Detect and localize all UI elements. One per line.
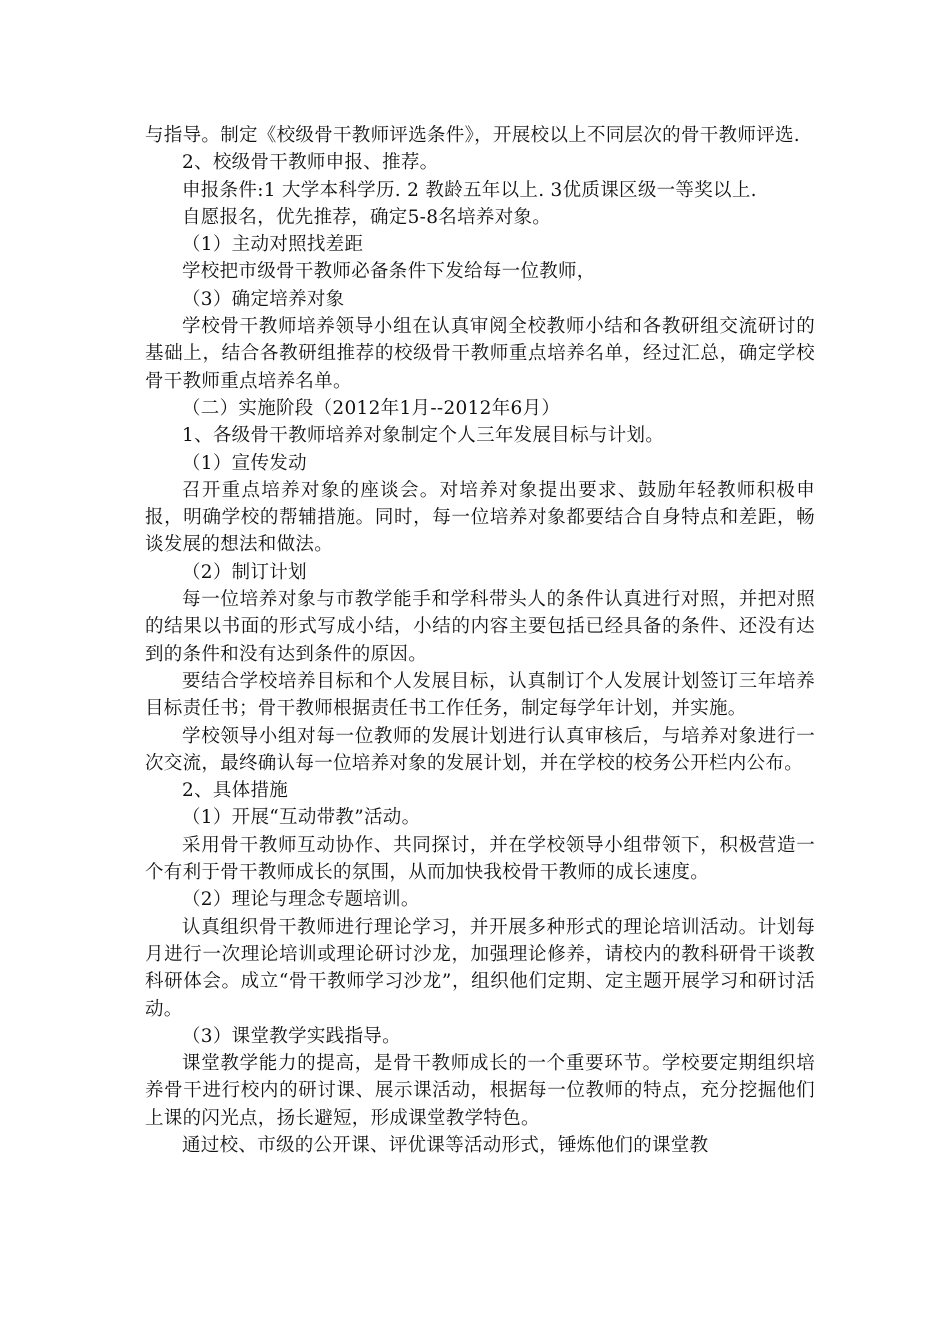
paragraph: （2）制订计划 bbox=[182, 561, 307, 583]
paragraph: 自愿报名，优先推荐，确定5-8名培养对象。 bbox=[182, 206, 552, 228]
paragraph: （1）主动对照找差距 bbox=[182, 234, 364, 256]
paragraph: 2、校级骨干教师申报、推荐。 bbox=[182, 152, 439, 174]
paragraph: 2、具体措施 bbox=[182, 780, 289, 802]
paragraph: （1）开展“互动带教”活动。 bbox=[182, 807, 421, 829]
paragraph: 与指导。制定《校级骨干教师评选条件》，开展校以上不同层次的骨干教师评选. bbox=[145, 125, 800, 146]
paragraph: 每一位培养对象与市教学能手和学科带头人的条件认真进行对照，并把对照的结果以书面的形式写成小结，小结的内容主要包括已经具备的条件、还没有达到的条件和没有达到条件的原因。 bbox=[145, 589, 815, 665]
document-body bbox=[145, 122, 815, 1159]
paragraph: 1、各级骨干教师培养对象制定个人三年发展目标与计划。 bbox=[182, 425, 665, 447]
paragraph: 学校领导小组对每一位教师的发展计划进行认真审核后，与培养对象进行一次交流，最终确认每一位培养对象的发展计划，并在学校的校务公开栏内公布。 bbox=[145, 725, 815, 774]
paragraph: 召开重点培养对象的座谈会。对培养对象提出要求、鼓励年轻教师积极申报，明确学校的帮辅措施。同时，每一位培养对象都要结合自身特点和差距，畅谈发展的想法和做法。 bbox=[145, 479, 815, 556]
paragraph: （3）课堂教学实践指导。 bbox=[182, 1025, 401, 1047]
paragraph: 要结合学校培养目标和个人发展目标，认真制订个人发展计划签订三年培养目标责任书；骨干教师根据责任书工作任务，制定每学年计划，并实施。 bbox=[145, 670, 815, 720]
paragraph: （3）确定培养对象 bbox=[182, 288, 345, 310]
paragraph: 采用骨干教师互动协作、共同探讨，并在学校领导小组带领下，积极营造一个有利于骨干教师成长的氛围，从而加快我校骨干教师的成长速度。 bbox=[145, 834, 815, 884]
paragraph: 课堂教学能力的提高，是骨干教师成长的一个重要环节。学校要定期组织培养骨干进行校内的研讨课、展示课活动，根据每一位教师的特点，充分挖掘他们上课的闪光点，扬长避短，形成课堂教学特色。 bbox=[145, 1053, 815, 1129]
paragraph: 学校骨干教师培养领导小组在认真审阅全校教师小结和各教研组交流研讨的基础上，结合各教研组推荐的校级骨干教师重点培养名单，经过汇总，确定学校骨干教师重点培养名单。 bbox=[145, 316, 815, 392]
paragraph: 认真组织骨干教师进行理论学习，并开展多种形式的理论培训活动。计划每月进行一次理论培训或理论研讨沙龙，加强理论修养，请校内的教科研骨干谈教科研体会。成立“骨干教师学习沙龙”，组织他们定期、定主题开展学习和研讨活动。 bbox=[145, 916, 815, 1020]
paragraph: （1）宣传发动 bbox=[182, 452, 307, 474]
paragraph: 通过校、市级的公开课、评优课等活动形式，锤炼他们的课堂教 bbox=[182, 1134, 709, 1156]
section-heading: （二）实施阶段（2012年1月--2012年6月） bbox=[182, 397, 561, 419]
paragraph: 学校把市级骨干教师必备条件下发给每一位教师， bbox=[182, 261, 596, 283]
paragraph: （2）理论与理念专题培训。 bbox=[182, 889, 420, 911]
paragraph: 申报条件:1 大学本科学历. 2 教龄五年以上. 3优质课区级一等奖以上. bbox=[182, 179, 757, 201]
